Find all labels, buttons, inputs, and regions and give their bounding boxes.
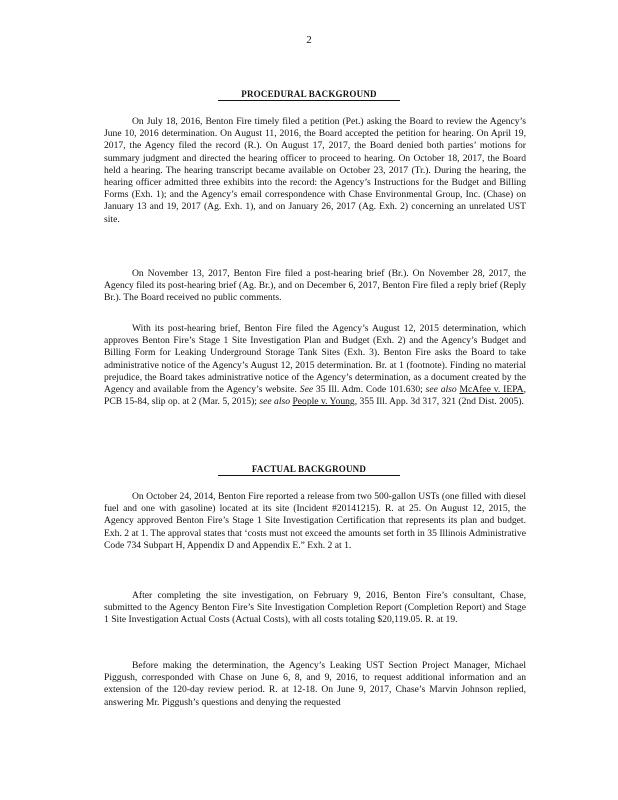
paragraph-factual-2: After completing the site investigation, on February 9, 2016, Benton Fire’s consultant, Chase, submitted to the Agency Benton Fire’s Site Investigation Completion Report (Completion Report) and Stage 1 Site Investigation Actual Costs (Actual Costs), with all costs totaling $20,119.05. R. at 19. <box>104 590 526 626</box>
paragraph-factual-1: On October 24, 2014, Benton Fire reported a release from two 500-gallon USTs (one filled with diesel fuel and one with gasoline) located at its site (Incident #20141215). R. at 25. On August 12, 2015, the Agency approved Benton Fire’s Stage 1 Site Investigation Certification that represents its plan and budget. Exh. 2 at 1. The approval states that ‘costs must not exceed the amounts set forth in 35 Illinois Administrative Code 734 Subpart H, Appendix D and Appendix E.” Exh. 2 at 1. <box>104 491 526 551</box>
p3-signal-see: See <box>299 384 314 396</box>
paragraph-procedural-3 <box>104 323 526 408</box>
factual-heading-text: FACTUAL BACKGROUND <box>218 464 400 476</box>
factual-background-heading <box>0 464 618 476</box>
paragraph-factual-3: Before making the determination, the Agency’s Leaking UST Section Project Manager, Michael Piggush, corresponded with Chase on June 6, 8, and 9, 2016, to request additional information and an extension of the 120-day review period. R. at 12-18. On June 9, 2017, Chase’s Marvin Johnson replied, answering Mr. Piggush’s questions and denying the requested <box>104 660 526 708</box>
procedural-heading-text: PROCEDURAL BACKGROUND <box>218 89 400 101</box>
page-number: 2 <box>306 34 312 46</box>
procedural-background-heading <box>0 89 618 101</box>
paragraph-procedural-1: On July 18, 2016, Benton Fire timely filed a petition (Pet.) asking the Board to review the Agency’s June 10, 2016 determination. On August 11, 2016, the Board accepted the petition for hearing. On April 19, 2017, the Agency filed the record (R.). On August 17, 2017, the Board denied both parties’ motions for summary judgment and directed the hearing officer to proceed to hearing. On October 18, 2017, the Board held a hearing. The hearing transcript became available on October 23, 2017 (Tr.). During the hearing, the hearing officer admitted three exhibits into the record: the Agency’s Instructions for the Budget and Billing Forms (Exh. 1); and the Agency’s email correspondence with Chase Environmental Group, Inc. (Chase) on January 13 and 19, 2017 (Ag. Exh. 1), and on January 26, 2017 (Ag. Exh. 2) concerning an unrelated UST site. <box>104 116 526 225</box>
p3-signal-see-also-1: see also <box>425 384 457 396</box>
p3-case-young: People v. Young <box>292 396 355 408</box>
p3-text-d: , 355 Ill. App. 3d 317, 321 (2nd Dist. 2005). <box>354 396 524 408</box>
paragraph-procedural-2: On November 13, 2017, Benton Fire filed a post-hearing brief (Br.). On November 28, 2017, the Agency filed its post-hearing brief (Ag. Br.), and on December 6, 2017, Benton Fire filed a reply brief (Reply Br.). The Board received no public comments. <box>104 268 526 304</box>
p3-text-c: , PCB 15-84, slip op. at 2 (Mar. 5, 2015); <box>104 384 526 408</box>
p3-signal-see-also-2: see also <box>259 396 291 408</box>
p3-text-a: With its post-hearing brief, Benton Fire filed the Agency’s August 12, 2015 determination, which approves Benton Fire’s Stage 1 Site Investigation Plan and Budget (Exh. 2) and the Agency’s Budget and Billing Form for Leaking Underground Storage Tank Sites (Exh. 3). Benton Fire asks the Board to take administrative notice of the Agency’s August 12, 2015 determination. Br. at 1 (footnote). Finding no material prejudice, the Board takes administrative notice of the Agency’s determination, as a document created by the Agency and available from the Agency’s website. <box>104 323 526 396</box>
p3-text-b: 35 Ill. Adm. Code 101.630; <box>313 384 426 396</box>
p3-case-mcafee: McAfee v. IEPA <box>459 384 524 396</box>
